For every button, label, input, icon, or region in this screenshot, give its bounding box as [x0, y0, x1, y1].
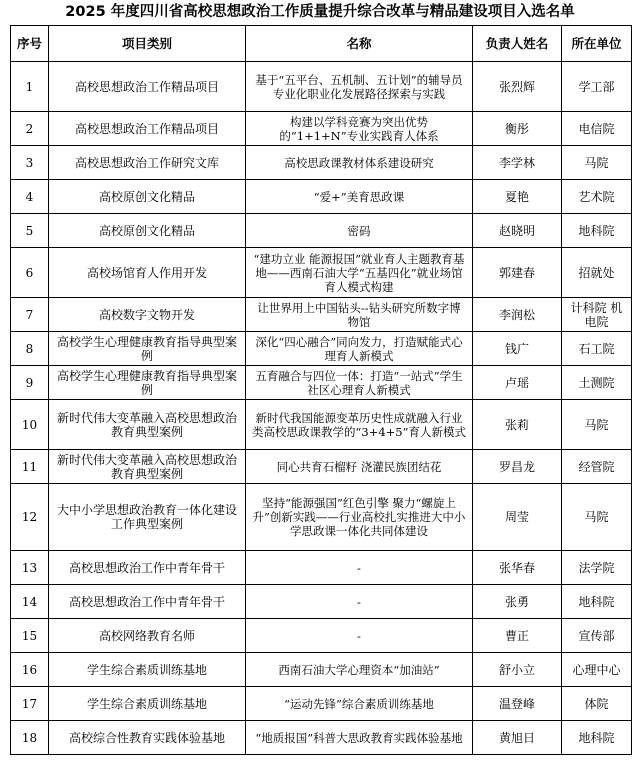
- row-number: 14: [11, 585, 49, 619]
- project-name: “运动先锋”综合素质训练基地: [246, 687, 473, 721]
- unit-name: 电信院: [562, 112, 632, 146]
- table-row: [11, 585, 632, 619]
- project-name: 五育融合与四位一体：打造“一站式”学生社区心理育人新模式: [246, 366, 473, 400]
- unit-name: 经管院: [562, 450, 632, 484]
- unit-name: 马院: [562, 484, 632, 551]
- header-leader: 负责人姓名: [473, 26, 562, 62]
- row-number: 1: [11, 62, 49, 112]
- project-category: 高校思想政治工作精品项目: [49, 112, 246, 146]
- project-category: 新时代伟大变革融入高校思想政治教育典型案例: [49, 450, 246, 484]
- unit-name: 地科院: [562, 585, 632, 619]
- project-category: 高校思想政治工作中青年骨干: [49, 551, 246, 585]
- project-category: 学生综合素质训练基地: [49, 687, 246, 721]
- project-name: -: [246, 585, 473, 619]
- unit-name: 宣传部: [562, 619, 632, 653]
- unit-name: 土测院: [562, 366, 632, 400]
- unit-name: 马院: [562, 400, 632, 450]
- row-number: 5: [11, 214, 49, 248]
- row-number: 4: [11, 180, 49, 214]
- table-row: [11, 62, 632, 112]
- leader-name: 夏艳: [473, 180, 562, 214]
- project-category: 新时代伟大变革融入高校思想政治教育典型案例: [49, 400, 246, 450]
- row-number: 16: [11, 653, 49, 687]
- project-name: 新时代我国能源变革历史性成就融入行业类高校思政课教学的“3+4+5”育人新模式: [246, 400, 473, 450]
- leader-name: 罗昌龙: [473, 450, 562, 484]
- table-row: [11, 214, 632, 248]
- table-row: [11, 619, 632, 653]
- project-category: 高校思想政治工作中青年骨干: [49, 585, 246, 619]
- unit-name: 石工院: [562, 332, 632, 366]
- project-category: 学生综合素质训练基地: [49, 653, 246, 687]
- row-number: 18: [11, 721, 49, 755]
- row-number: 8: [11, 332, 49, 366]
- header-name: 名称: [246, 26, 473, 62]
- row-number: 9: [11, 366, 49, 400]
- project-name: “地质报国”科普大思政教育实践体验基地: [246, 721, 473, 755]
- table-row: [11, 366, 632, 400]
- project-name: -: [246, 551, 473, 585]
- table-row: [11, 248, 632, 298]
- project-name: 西南石油大学心理资本“加油站”: [246, 653, 473, 687]
- project-name: 深化“四心融合”同向发力，打造赋能式心理育人新模式: [246, 332, 473, 366]
- row-number: 13: [11, 551, 49, 585]
- leader-name: 卢瑶: [473, 366, 562, 400]
- table-row: [11, 180, 632, 214]
- header-unit: 所在单位: [562, 26, 632, 62]
- project-name: 坚持“能源强国”红色引擎 聚力“螺旋上升”创新实践——行业高校扎实推进大中小学思政课一体化共同体建设: [246, 484, 473, 551]
- unit-name: 马院: [562, 146, 632, 180]
- table-row: [11, 450, 632, 484]
- row-number: 12: [11, 484, 49, 551]
- unit-name: 体院: [562, 687, 632, 721]
- table-row: [11, 112, 632, 146]
- leader-name: 张烈辉: [473, 62, 562, 112]
- project-category: 高校数字文物开发: [49, 298, 246, 332]
- project-name: 基于“五平台、五机制、五计划”的辅导员专业化职业化发展路径探索与实践: [246, 62, 473, 112]
- table-row: [11, 653, 632, 687]
- row-number: 3: [11, 146, 49, 180]
- projects-table: [10, 25, 632, 755]
- project-category: 高校思想政治工作精品项目: [49, 62, 246, 112]
- project-category: 高校思想政治工作研究文库: [49, 146, 246, 180]
- project-name: 同心共育石榴籽 浇灌民族团结花: [246, 450, 473, 484]
- leader-name: 郭建春: [473, 248, 562, 298]
- unit-name: 艺术院: [562, 180, 632, 214]
- table-row: [11, 298, 632, 332]
- table-row: [11, 551, 632, 585]
- unit-name: 心理中心: [562, 653, 632, 687]
- project-name: 构建以学科竞赛为突出优势的“1+1+N”专业实践育人体系: [246, 112, 473, 146]
- header-row: [11, 26, 632, 62]
- project-category: 高校网络教育名师: [49, 619, 246, 653]
- leader-name: 黄旭日: [473, 721, 562, 755]
- unit-name: 计科院 机电院: [562, 298, 632, 332]
- row-number: 11: [11, 450, 49, 484]
- leader-name: 舒小立: [473, 653, 562, 687]
- project-category: 大中小学思想政治教育一体化建设工作典型案例: [49, 484, 246, 551]
- leader-name: 曹正: [473, 619, 562, 653]
- row-number: 6: [11, 248, 49, 298]
- unit-name: 招就处: [562, 248, 632, 298]
- leader-name: 张勇: [473, 585, 562, 619]
- project-category: 高校场馆育人作用开发: [49, 248, 246, 298]
- project-name: “建功立业 能源报国”就业育人主题教育基地——西南石油大学“五基四化”就业场馆育人模式构建: [246, 248, 473, 298]
- project-name: 让世界用上中国钻头--钻头研究所数字博物馆: [246, 298, 473, 332]
- unit-name: 地科院: [562, 721, 632, 755]
- table-row: [11, 332, 632, 366]
- table-row: [11, 484, 632, 551]
- row-number: 10: [11, 400, 49, 450]
- leader-name: 张莉: [473, 400, 562, 450]
- leader-name: 李润松: [473, 298, 562, 332]
- row-number: 17: [11, 687, 49, 721]
- row-number: 2: [11, 112, 49, 146]
- row-number: 15: [11, 619, 49, 653]
- leader-name: 李学林: [473, 146, 562, 180]
- project-category: 高校学生心理健康教育指导典型案例: [49, 366, 246, 400]
- unit-name: 法学院: [562, 551, 632, 585]
- table-row: [11, 146, 632, 180]
- unit-name: 地科院: [562, 214, 632, 248]
- header-category: 项目类别: [49, 26, 246, 62]
- table-row: [11, 400, 632, 450]
- row-number: 7: [11, 298, 49, 332]
- project-name: 密码: [246, 214, 473, 248]
- leader-name: 张华春: [473, 551, 562, 585]
- leader-name: 钱广: [473, 332, 562, 366]
- page-title: 2025 年度四川省高校思想政治工作质量提升综合改革与精品建设项目入选名单: [65, 4, 575, 20]
- project-name: 高校思政课教材体系建设研究: [246, 146, 473, 180]
- leader-name: 衡彤: [473, 112, 562, 146]
- project-category: 高校原创文化精品: [49, 214, 246, 248]
- project-category: 高校学生心理健康教育指导典型案例: [49, 332, 246, 366]
- table-row: [11, 721, 632, 755]
- leader-name: 温登峰: [473, 687, 562, 721]
- project-name: -: [246, 619, 473, 653]
- project-category: 高校原创文化精品: [49, 180, 246, 214]
- project-name: “爱+”美育思政课: [246, 180, 473, 214]
- leader-name: 赵晓明: [473, 214, 562, 248]
- leader-name: 周莹: [473, 484, 562, 551]
- table-row: [11, 687, 632, 721]
- header-no: 序号: [11, 26, 49, 62]
- project-category: 高校综合性教育实践体验基地: [49, 721, 246, 755]
- unit-name: 学工部: [562, 62, 632, 112]
